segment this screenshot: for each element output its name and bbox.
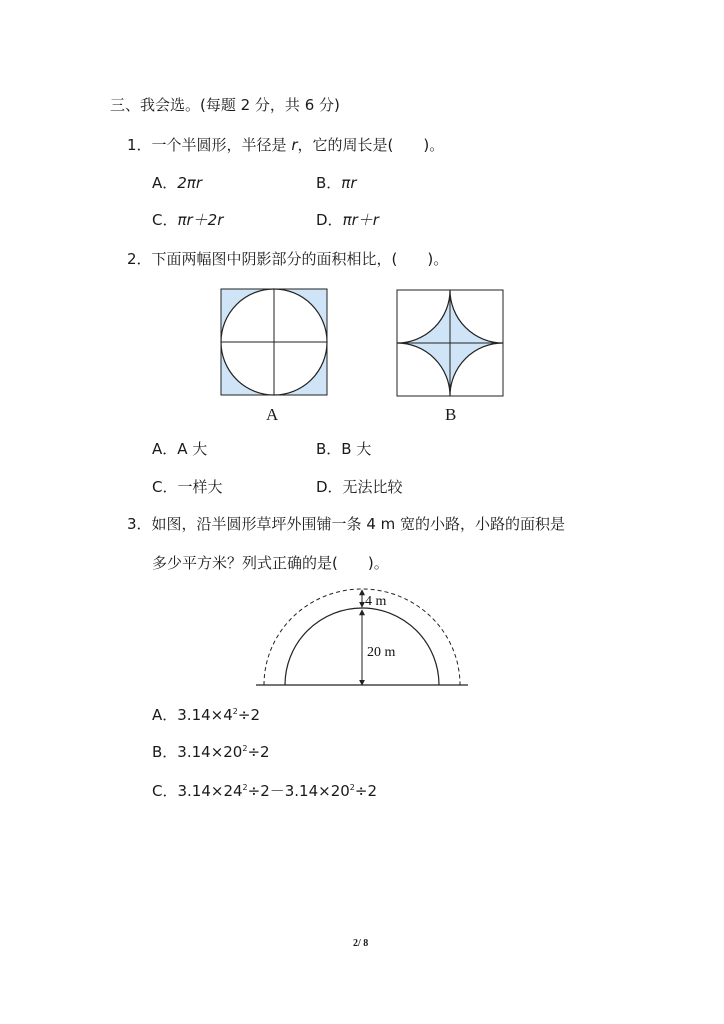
q1-option-b bbox=[316, 173, 357, 193]
q3-option-b-sup: 2 bbox=[242, 744, 248, 753]
figure-semicircle-path bbox=[256, 586, 468, 690]
figure-a-shade-bl bbox=[221, 342, 274, 395]
q1-option-c-label: C． bbox=[152, 211, 178, 229]
q3-option-b-post: ÷2 bbox=[247, 743, 270, 761]
q3-option-c-sup2: 2 bbox=[349, 783, 355, 792]
section-heading: 三、我会选。(每题 2 分，共 6 分) bbox=[110, 96, 340, 114]
figure-a-label: A bbox=[266, 405, 279, 424]
q1-option-a bbox=[152, 173, 202, 193]
q1-option-c bbox=[152, 210, 223, 230]
q1-option-d-label: D． bbox=[316, 211, 343, 229]
q3-option-a-sup: 2 bbox=[232, 707, 238, 716]
figure-b-star bbox=[397, 290, 503, 396]
figure-b-label: B bbox=[445, 405, 457, 424]
question-3-number: 3． bbox=[127, 515, 152, 533]
q1-option-b-label: B． bbox=[316, 174, 342, 192]
q1-option-a-label: A． bbox=[152, 174, 178, 192]
q3-option-a-post: ÷2 bbox=[237, 706, 260, 724]
q1-option-b-value: πr bbox=[341, 174, 357, 192]
question-1-text-b: ，它的周长是( )。 bbox=[297, 136, 445, 154]
question-1-number: 1． bbox=[127, 136, 152, 154]
q3-option-c-pre: C．3.14×24 bbox=[152, 782, 243, 800]
question-3-text-line1: 如图，沿半圆形草坪外围铺一条 4 m 宽的小路，小路的面积是 bbox=[151, 515, 566, 533]
question-1-text-a: 一个半圆形，半径是 bbox=[151, 136, 292, 154]
q1-option-a-value: 2πr bbox=[177, 174, 203, 192]
question-2-stem bbox=[127, 249, 448, 269]
figure-a-shade-tr bbox=[274, 289, 327, 342]
q2-option-b: B．B 大 bbox=[316, 440, 372, 458]
figure-a-pinwheel bbox=[221, 289, 327, 395]
q1-option-c-value: πr＋2r bbox=[177, 211, 224, 229]
q3-option-b-pre: B．3.14×20 bbox=[152, 743, 243, 761]
q3-option-c bbox=[152, 781, 377, 804]
q2-option-c: C．一样大 bbox=[152, 478, 223, 496]
question-3-stem-line2: 多少平方米？列式正确的是( )。 bbox=[152, 554, 389, 572]
question-1-stem bbox=[127, 135, 444, 155]
q3-option-a bbox=[152, 705, 260, 728]
q3-option-c-sup1: 2 bbox=[242, 783, 248, 792]
q2-option-d: D．无法比较 bbox=[316, 478, 403, 496]
page-number: 2/ 8 bbox=[353, 938, 369, 949]
question-1-variable: r bbox=[291, 136, 298, 154]
q3-option-c-mid: ÷2－3.14×20 bbox=[247, 782, 350, 800]
question-2-text: 下面两幅图中阴影部分的面积相比，( )。 bbox=[151, 250, 449, 268]
q2-option-a: A．A 大 bbox=[152, 440, 208, 458]
question-3-stem-line1 bbox=[127, 514, 565, 534]
q3-option-a-pre: A．3.14×4 bbox=[152, 706, 233, 724]
figure-width-label: 4 m bbox=[365, 594, 387, 609]
question-2-number: 2． bbox=[127, 250, 152, 268]
q1-option-d-value: πr＋r bbox=[342, 211, 379, 229]
figure-a-shade-tl bbox=[221, 289, 274, 342]
q3-option-c-post: ÷2 bbox=[354, 782, 378, 800]
q1-option-d bbox=[316, 210, 379, 230]
q3-option-b bbox=[152, 742, 270, 765]
figure-a-shade-br bbox=[274, 342, 327, 395]
figure-radius-label: 20 m bbox=[367, 645, 396, 660]
